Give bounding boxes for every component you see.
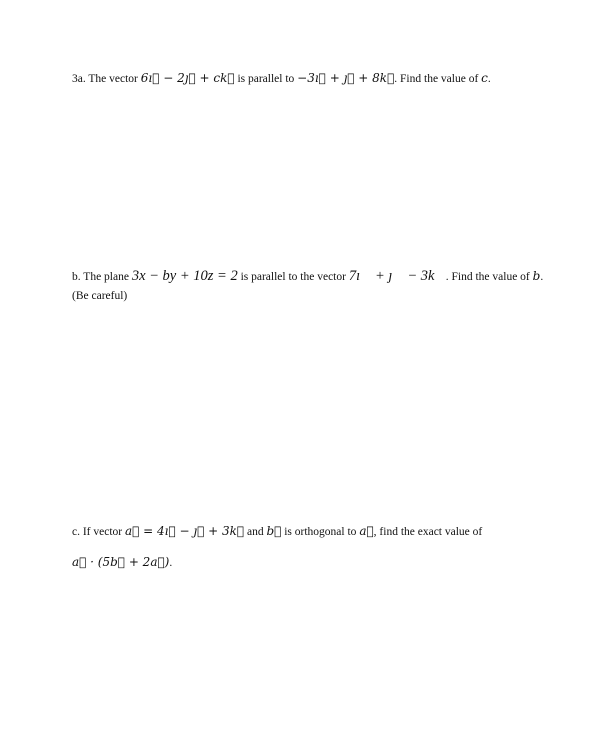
q3b-plane-equation: 3x − by + 10z = 2	[131, 268, 238, 284]
q3c-expression: a⃗ · (5b⃗ + 2a⃗)	[72, 555, 170, 569]
question-3a	[72, 70, 491, 87]
q3a-vector-1: 6ı⃗ − 2ȷ⃗ + ck⃗	[140, 71, 235, 85]
q3c-end: .	[169, 557, 173, 569]
q3c-and: and	[244, 526, 267, 538]
q3c-vector-a: a⃗ = 4ı⃗ − ȷ⃗ + 3k⃗	[125, 524, 245, 538]
q3b-suffix: . Find the value of	[445, 271, 533, 283]
q3c-prefix: c. If vector	[72, 526, 125, 538]
question-3b-note: (Be careful)	[72, 290, 128, 302]
q3a-vector-2: −3ı⃗ + ȷ⃗ + 8k⃗	[297, 71, 395, 85]
q3b-end: .	[540, 271, 544, 283]
q3c-suffix: , find the exact value of	[373, 526, 483, 538]
q3c-vector-b: b⃗	[266, 524, 282, 538]
q3a-middle: is parallel to	[234, 73, 298, 85]
q3b-prefix: b. The plane	[72, 271, 132, 283]
q3c-vector-a-ref: a⃗	[359, 524, 374, 538]
q3a-prefix: 3a. The vector	[72, 73, 141, 85]
q3b-middle: is parallel to the vector	[237, 271, 349, 283]
q3b-vector: 7ı⃗ + ȷ⃗ − 3k⃗	[348, 268, 446, 284]
question-3b	[72, 268, 543, 285]
q3c-middle: is orthogonal to	[281, 526, 360, 538]
q3b-variable: b	[532, 269, 541, 283]
q3a-variable: c	[481, 71, 488, 85]
q3a-end: .	[487, 73, 491, 85]
q3a-suffix: . Find the value of	[394, 73, 482, 85]
question-3c-expression-line	[72, 554, 172, 571]
question-3c	[72, 523, 482, 540]
